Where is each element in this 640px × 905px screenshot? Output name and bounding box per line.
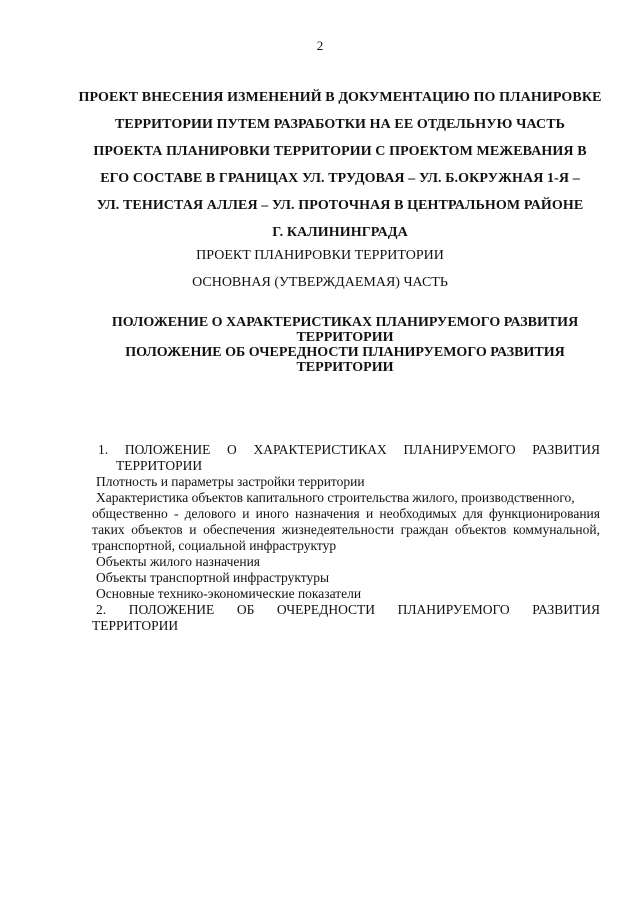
toc-objects-line: общественно - делового и иного назначения и необходимых для функционирования xyxy=(92,506,600,521)
toc-transport: Объекты транспортной инфраструктуры xyxy=(96,570,330,585)
title-line: ПРОЕКТА ПЛАНИРОВКИ ТЕРРИТОРИИ С ПРОЕКТОМ МЕЖЕВАНИЯ В xyxy=(93,144,587,159)
title-line: УЛ. ТЕНИСТАЯ АЛЛЕЯ – УЛ. ПРОТОЧНАЯ В ЦЕНТРАЛЬНОМ РАЙОНЕ xyxy=(96,198,584,213)
section-heading-line: ТЕРРИТОРИИ xyxy=(296,360,394,375)
toc-residential: Объекты жилого назначения xyxy=(96,554,261,569)
title-line: ПРОЕКТ ВНЕСЕНИЯ ИЗМЕНЕНИЙ В ДОКУМЕНТАЦИЮ ПО ПЛАНИРОВКЕ xyxy=(78,90,602,105)
toc-item-1-line1: 1. ПОЛОЖЕНИЕ О ХАРАКТЕРИСТИКАХ ПЛАНИРУЕМОГО РАЗВИТИЯ xyxy=(98,442,600,457)
title-line: ТЕРРИТОРИИ ПУТЕМ РАЗРАБОТКИ НА ЕЕ ОТДЕЛЬНУЮ ЧАСТЬ xyxy=(114,117,566,132)
toc-objects-line: Характеристика объектов капитального строительства жилого, производственного, xyxy=(96,490,575,505)
section-heading-line: ПОЛОЖЕНИЕ О ХАРАКТЕРИСТИКАХ ПЛАНИРУЕМОГО РАЗВИТИЯ xyxy=(111,315,579,330)
table-of-contents xyxy=(92,442,600,634)
subtitle-approved-part: ОСНОВНАЯ (УТВЕРЖДАЕМАЯ) ЧАСТЬ xyxy=(192,275,448,290)
toc-item-2-line2: ТЕРРИТОРИИ xyxy=(92,618,179,633)
section-heading-line: ТЕРРИТОРИИ xyxy=(296,330,394,345)
toc-density: Плотность и параметры застройки территории xyxy=(96,474,365,489)
toc-objects-line: транспортной, социальной инфраструктур xyxy=(92,538,337,553)
title-line: ЕГО СОСТАВЕ В ГРАНИЦАХ УЛ. ТРУДОВАЯ – УЛ. Б.ОКРУЖНАЯ 1-Я – xyxy=(100,171,580,186)
document-title xyxy=(70,84,610,246)
toc-item-1-line2: ТЕРРИТОРИИ xyxy=(116,458,203,473)
toc-indicators: Основные технико-экономические показатели xyxy=(96,586,362,601)
toc-objects-line: таких объектов и обеспечения жизнедеятельности граждан объектов коммунальной, xyxy=(92,522,600,537)
title-line: Г. КАЛИНИНГРАДА xyxy=(272,225,408,240)
toc-item-2-line1: 2. ПОЛОЖЕНИЕ ОБ ОЧЕРЕДНОСТИ ПЛАНИРУЕМОГО РАЗВИТИЯ xyxy=(96,602,600,617)
subtitle-project: ПРОЕКТ ПЛАНИРОВКИ ТЕРРИТОРИИ xyxy=(196,248,444,263)
page-number: 2 xyxy=(316,38,324,53)
section-headings xyxy=(95,315,595,375)
section-heading-line: ПОЛОЖЕНИЕ ОБ ОЧЕРЕДНОСТИ ПЛАНИРУЕМОГО РАЗВИТИЯ xyxy=(125,345,565,360)
